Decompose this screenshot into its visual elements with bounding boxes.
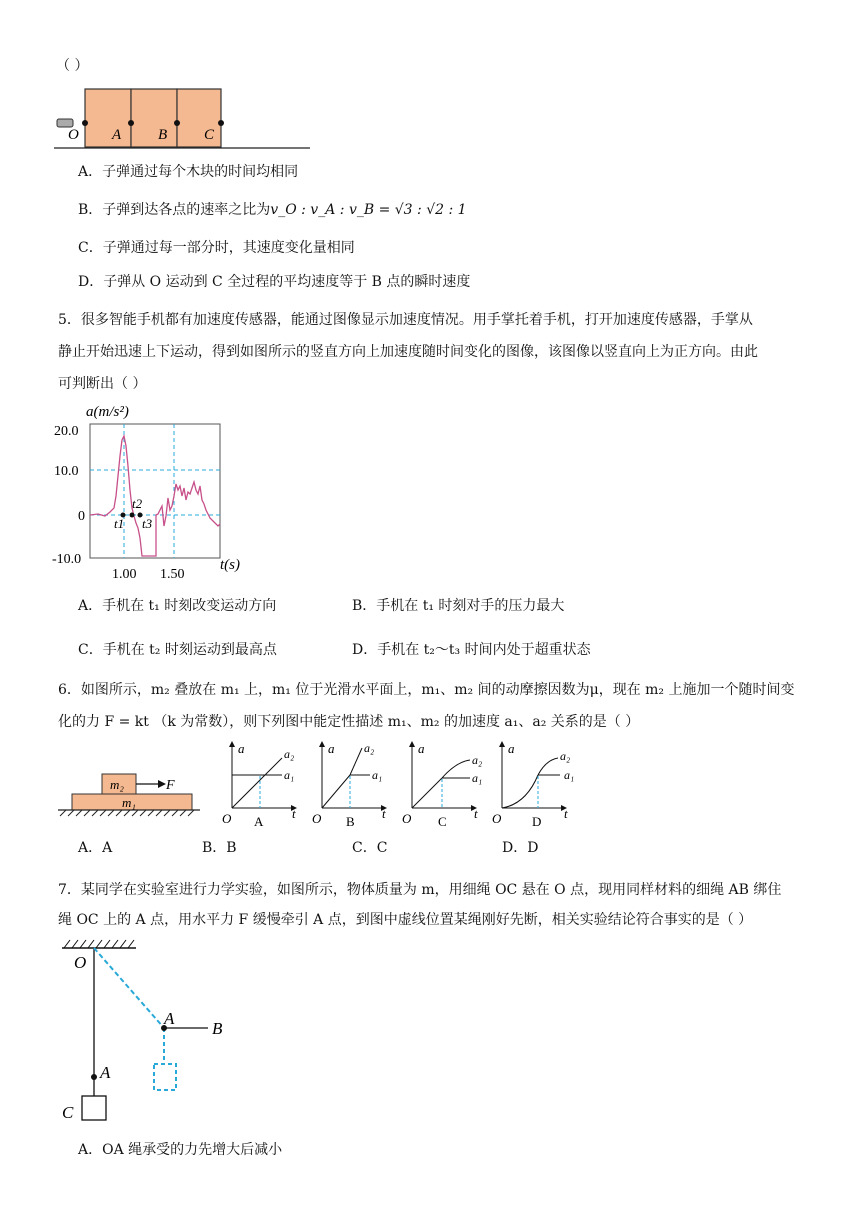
point-t2: t2 xyxy=(132,496,143,511)
xtick-1-50: 1.50 xyxy=(160,567,185,582)
graph-C xyxy=(402,741,482,829)
q6-option-a: A．A xyxy=(78,840,113,856)
q5-stem-line1: 5．很多智能手机都有加速度传感器，能通过图像显示加速度情况。用手掌托着手机，打开加速度传感器，手掌从 xyxy=(58,312,753,328)
svg-text:a₂: a₂ xyxy=(284,747,295,761)
ytick-0: 0 xyxy=(78,509,85,524)
q6-acceleration-graphs xyxy=(220,738,600,830)
svg-text:a: a xyxy=(418,741,425,756)
svg-text:O: O xyxy=(492,811,502,826)
point-t1: t1 xyxy=(114,516,125,531)
q5-acceleration-chart xyxy=(50,398,260,583)
label-B: B xyxy=(158,127,168,143)
q6-stacked-blocks-figure xyxy=(54,760,204,818)
label-O: O xyxy=(74,953,87,972)
label-C: C xyxy=(204,127,215,143)
q4-option-b xyxy=(78,200,467,220)
svg-text:a: a xyxy=(328,741,335,756)
displaced-mass-box xyxy=(154,1064,176,1090)
svg-text:O: O xyxy=(222,811,232,826)
ytick-20: 20.0 xyxy=(54,424,79,439)
ytick-minus10: -10.0 xyxy=(52,552,82,567)
q4-option-d: D．子弹从 O 运动到 C 全过程的平均速度等于 B 点的瞬时速度 xyxy=(78,274,471,290)
wood-block-3 xyxy=(177,89,221,147)
graph-D xyxy=(492,741,574,829)
label-O: O xyxy=(68,127,79,143)
wood-block-2 xyxy=(131,89,177,147)
label-A: A xyxy=(112,127,122,143)
label-A: A xyxy=(100,1063,111,1082)
graph-A xyxy=(222,741,296,829)
svg-text:a₂: a₂ xyxy=(472,753,483,767)
graph-D-label: D xyxy=(532,814,542,829)
svg-text:t: t xyxy=(564,806,568,821)
svg-text:t: t xyxy=(292,806,296,821)
svg-text:O: O xyxy=(312,811,322,826)
chart-xlabel: t(s) xyxy=(220,557,240,573)
q7-rope-figure xyxy=(56,938,246,1128)
graph-A-label: A xyxy=(254,814,264,829)
ytick-10: 10.0 xyxy=(54,464,79,479)
q6-stem-line1: 6．如图所示，m₂ 叠放在 m₁ 上，m₁ 位于光滑水平面上，m₁、m₂ 间的动摩擦因数为μ，现在 m₂ 上施加一个随时间变 xyxy=(58,682,795,698)
label-A-displaced: A xyxy=(164,1009,175,1028)
label-m2: m₂ xyxy=(110,777,124,792)
bullet-icon xyxy=(57,119,73,127)
mass-box xyxy=(82,1096,106,1120)
svg-text:a₂: a₂ xyxy=(560,749,571,763)
q5-option-c: C．手机在 t₂ 时刻运动到最高点 xyxy=(78,642,277,658)
q5-option-d: D．手机在 t₂～t₃ 时间内处于超重状态 xyxy=(352,642,591,658)
xtick-1-00: 1.00 xyxy=(112,567,137,582)
q4-option-b-text: B．子弹到达各点的速率之比为 xyxy=(78,202,271,218)
q7-stem-line2: 绳 OC 上的 A 点，用水平力 F 缓慢牵引 A 点，到图中虚线位置某绳刚好先断，相关实验结论符合事实的是（ ） xyxy=(58,912,753,928)
svg-text:a₁: a₁ xyxy=(372,768,383,782)
q4-option-b-formula: v_O : v_A : v_B = √3 : √2 : 1 xyxy=(270,202,467,218)
label-m1: m₁ xyxy=(122,795,136,810)
wood-block-1 xyxy=(85,89,131,147)
graph-B-label: B xyxy=(346,814,355,829)
label-B: B xyxy=(212,1019,223,1038)
svg-text:a₁: a₁ xyxy=(564,768,575,782)
q5-stem-line2: 静止开始迅速上下运动，得到如图所示的竖直方向上加速度随时间变化的图像，该图像以竖直向上为正方向。由此 xyxy=(58,344,758,360)
chart-ylabel: a(m/s²) xyxy=(86,404,129,420)
svg-text:a₁: a₁ xyxy=(284,768,295,782)
label-F: F xyxy=(166,778,175,793)
q6-option-c: C．C xyxy=(352,840,388,856)
svg-text:a: a xyxy=(508,741,515,756)
q7-stem-line1: 7．某同学在实验室进行力学实验，如图所示，物体质量为 m，用细绳 OC 悬在 O 点，现用同样材料的细绳 AB 绑住 xyxy=(58,882,782,898)
svg-text:t: t xyxy=(474,806,478,821)
q4-answer-paren: （ ） xyxy=(56,58,89,74)
q6-option-d: D．D xyxy=(502,840,539,856)
q4-option-a: A．子弹通过每个木块的时间均相同 xyxy=(78,164,299,180)
force-arrow-icon xyxy=(158,780,166,788)
svg-text:a₂: a₂ xyxy=(364,741,375,755)
q5-option-a: A．手机在 t₁ 时刻改变运动方向 xyxy=(78,598,277,614)
svg-text:a: a xyxy=(238,741,245,756)
svg-text:O: O xyxy=(402,811,412,826)
q4-option-c: C．子弹通过每一部分时，其速度变化量相同 xyxy=(78,240,355,256)
label-C: C xyxy=(62,1103,74,1122)
point-t3: t3 xyxy=(142,516,153,531)
graph-C-label: C xyxy=(438,814,447,829)
q6-option-b: B．B xyxy=(202,840,237,856)
graph-B xyxy=(312,741,386,829)
q7-option-a: A．OA 绳承受的力先增大后减小 xyxy=(78,1142,283,1158)
q5-stem-line3: 可判断出（ ） xyxy=(58,376,147,392)
q5-option-b: B．手机在 t₁ 时刻对手的压力最大 xyxy=(352,598,565,614)
q4-bullet-blocks-figure xyxy=(54,86,314,154)
svg-text:t: t xyxy=(382,806,386,821)
svg-text:a₁: a₁ xyxy=(472,771,483,785)
q6-stem-line2: 化的力 F = kt （k 为常数），则下列图中能定性描述 m₁、m₂ 的加速度 a₁、a₂ 关系的是（ ） xyxy=(58,714,640,730)
